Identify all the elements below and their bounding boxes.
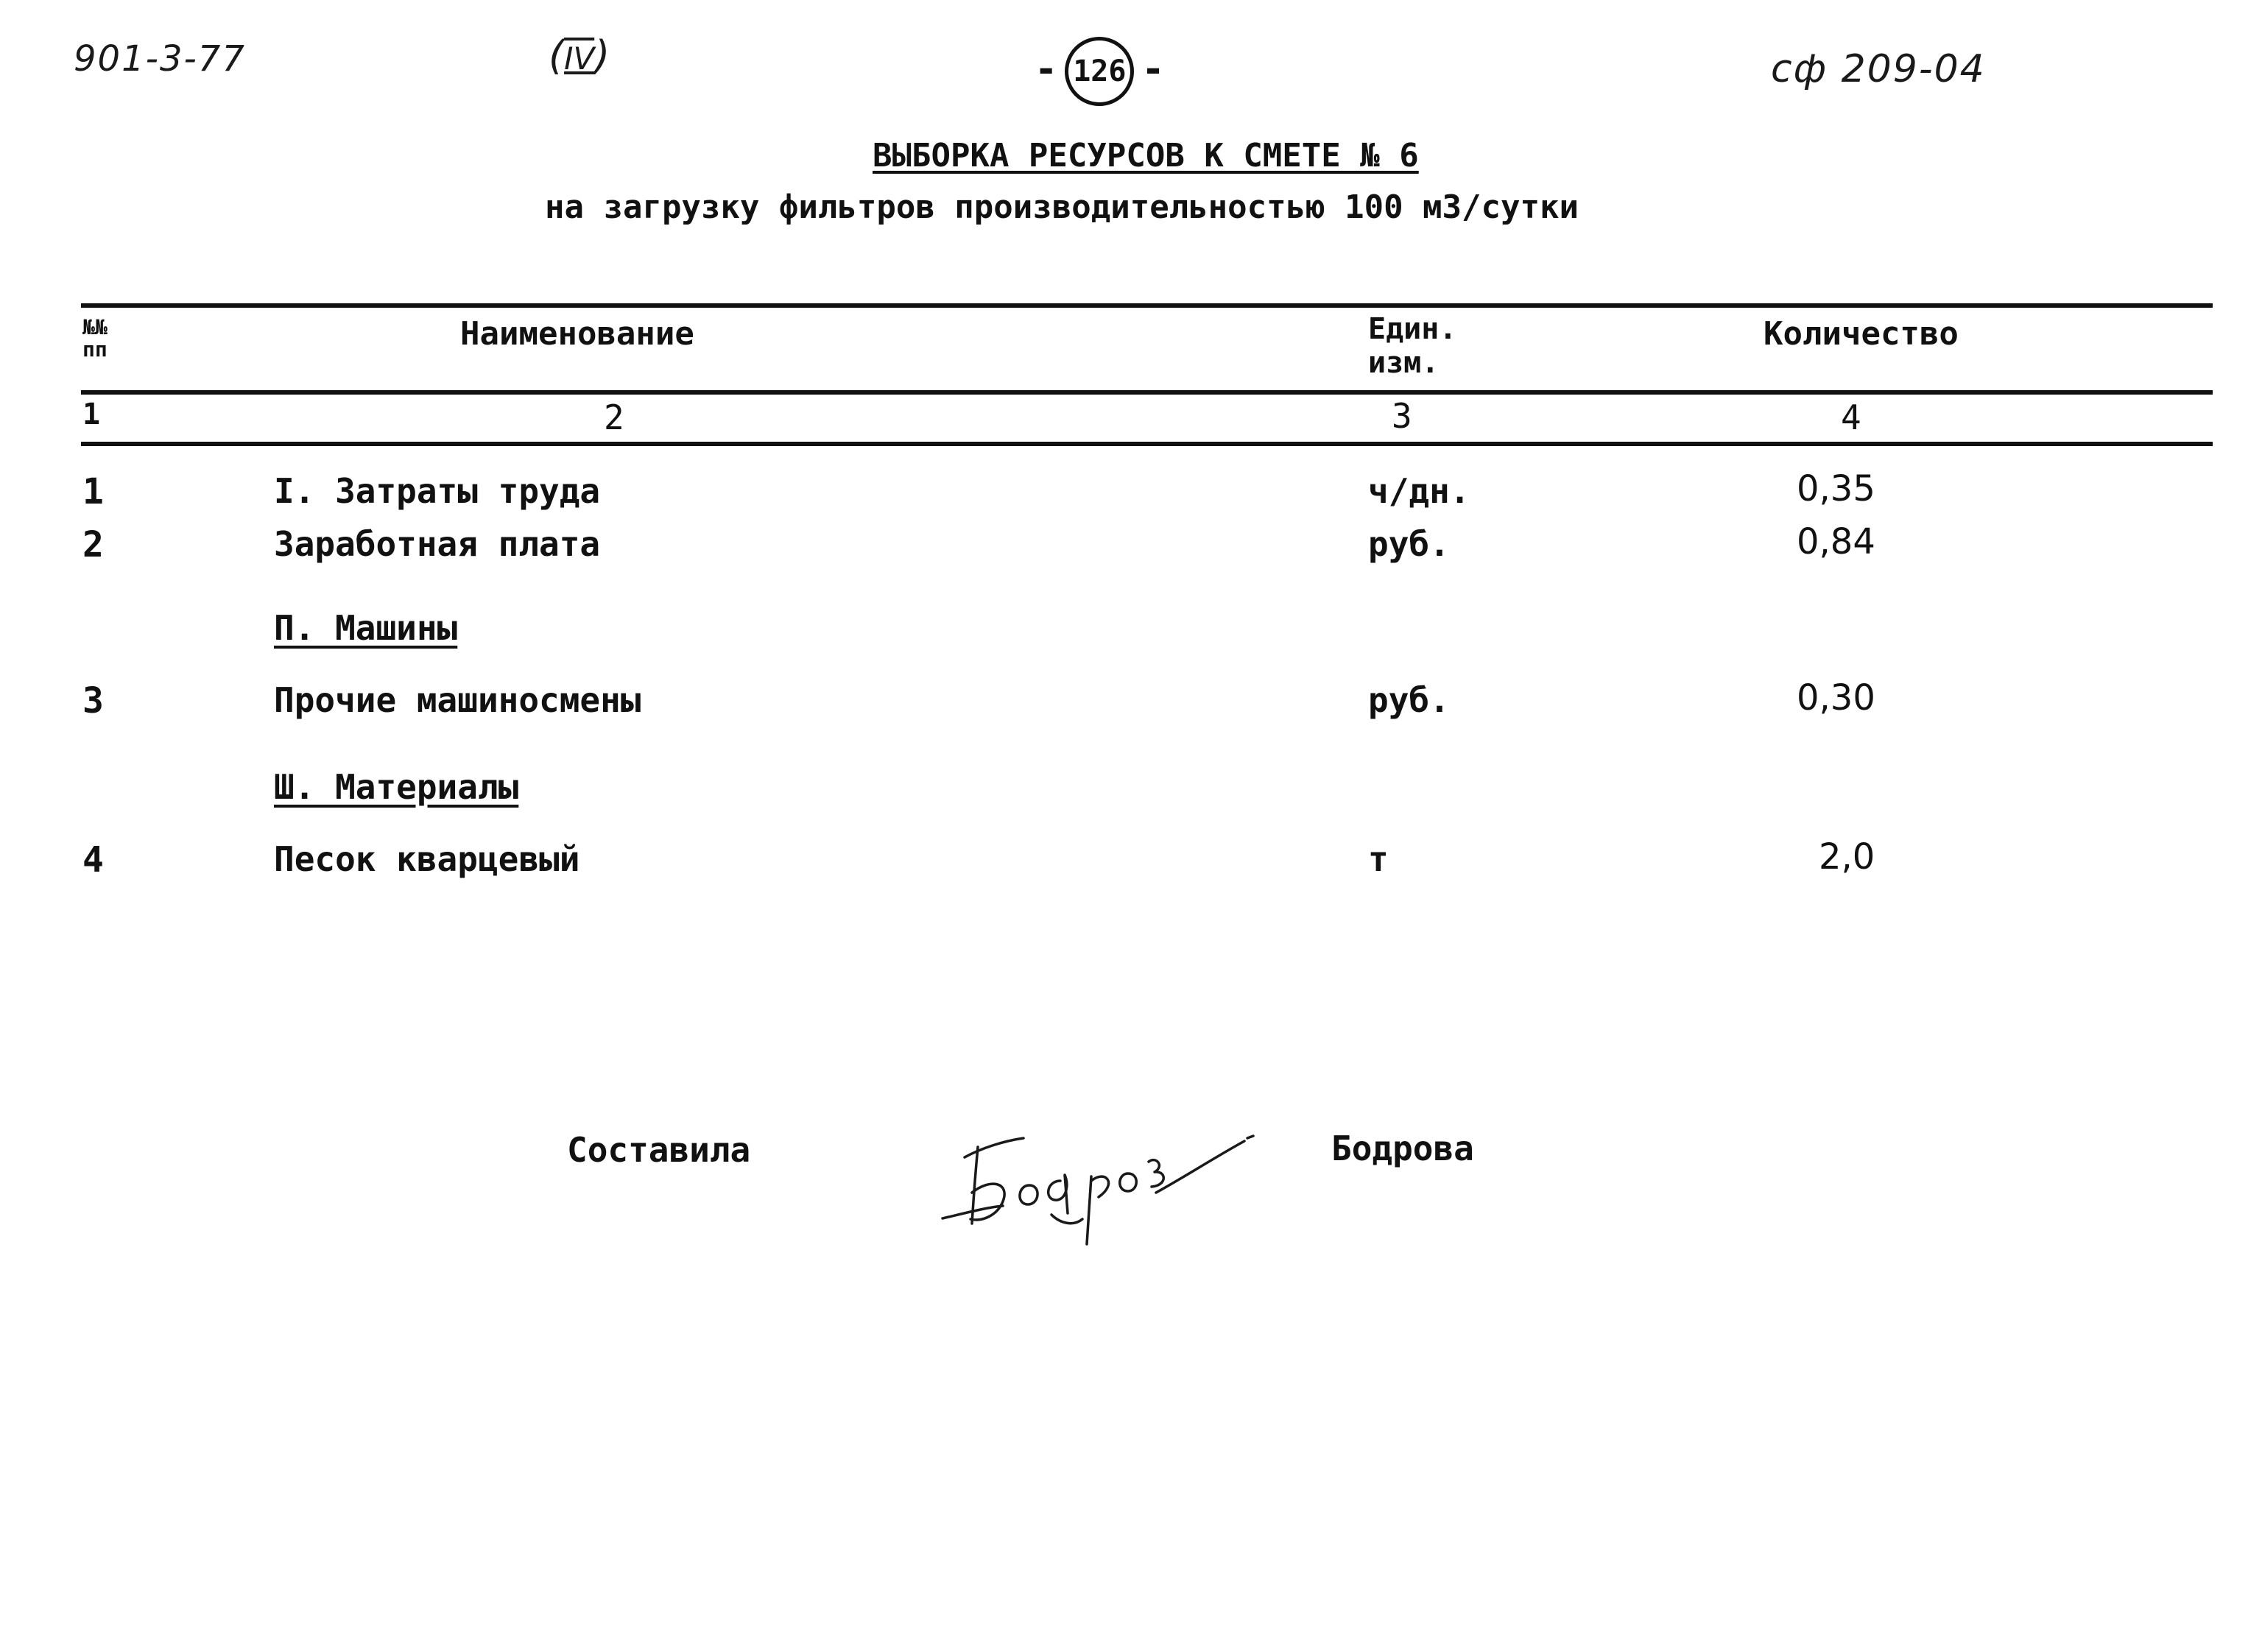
header-unit-line2: изм.: [1368, 346, 1440, 380]
column-number-3: 3: [1392, 396, 1412, 436]
row-3-number: 3: [82, 680, 104, 721]
album-mark-close: ): [594, 32, 610, 79]
row-1-unit: ч/дн.: [1368, 471, 1470, 511]
handwritten-signature: [935, 1090, 1259, 1259]
document-subtitle: на загрузку фильтров производительностью 100 м3/сутки: [545, 188, 1579, 226]
page-dash-right: -: [1141, 47, 1165, 91]
page-dash-left: -: [1035, 47, 1058, 91]
header-unit-line1: Един.: [1368, 312, 1457, 346]
column-number-1: 1: [82, 398, 101, 431]
header-number: №№ пп: [82, 315, 108, 361]
signer-name: Бодрова: [1331, 1129, 1474, 1168]
album-mark-open: (: [549, 32, 565, 79]
column-number-2: 2: [604, 398, 624, 437]
row-1-quantity: 0,35: [1797, 468, 1875, 509]
row-3-name: Прочие машиносмены: [274, 680, 641, 720]
table-top-rule: [81, 303, 2213, 308]
table-colnum-rule: [81, 442, 2213, 446]
page-number-block: [1035, 37, 1165, 106]
row-4-number: 4: [82, 839, 104, 880]
document-code: 901-3-77: [74, 38, 246, 80]
row-3-unit: руб.: [1368, 680, 1450, 720]
header-unit: [1368, 312, 1456, 380]
row-2-unit: руб.: [1368, 524, 1450, 564]
table-header-rule: [81, 390, 2213, 395]
row-2-name: Заработная плата: [274, 524, 601, 564]
row-4-quantity: 2,0: [1819, 836, 1875, 878]
sheet-code: сф 209-04: [1771, 47, 1986, 91]
row-4-name: Песок кварцевый: [274, 839, 580, 879]
row-2-number: 2: [82, 524, 104, 565]
document-title: ВЫБОРКА РЕСУРСОВ К СМЕТЕ № 6: [873, 137, 1419, 174]
row-1-number: 1: [82, 471, 104, 512]
composed-by-label: Составила: [567, 1130, 751, 1170]
header-quantity: Количество: [1764, 315, 1959, 353]
row-3-quantity: 0,30: [1797, 677, 1875, 719]
page-number: 126: [1065, 37, 1134, 106]
section-machines-heading: П. Машины: [274, 608, 458, 648]
header-name: Наименование: [460, 315, 694, 353]
column-number-4: 4: [1841, 398, 1861, 437]
album-mark: [549, 32, 610, 79]
row-4-unit: т: [1368, 839, 1389, 879]
section-materials-heading: Ш. Материалы: [274, 767, 519, 807]
row-2-quantity: 0,84: [1797, 521, 1875, 562]
row-1-name: I. Затраты труда: [274, 471, 601, 511]
album-mark-roman: IV: [564, 40, 595, 77]
